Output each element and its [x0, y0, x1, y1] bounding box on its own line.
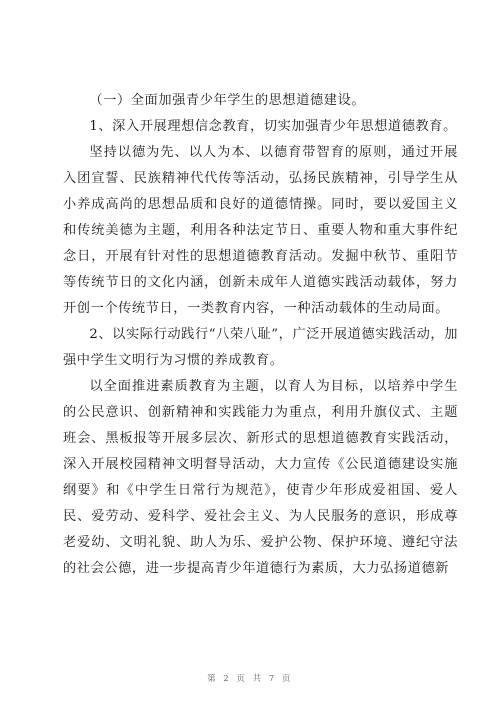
subsection-heading-1: 1、深入开展理想信念教育，切实加强青少年思想道德教育。	[89, 119, 457, 134]
page-number-footer: 第 2 页 共 7 页	[207, 674, 293, 684]
body-paragraph-1: 坚持以德为先、以人为本、以德育带智育的原则，通过开展入团宣誓、民族精神代代传等活动，弘扬民族精神，引导学生从小养成高尚的思想品质和良好的道德情操。同时，要以爱国主义和传统美德为主题，利用各种法定节日、重要人物和重大事件纪念日，开展有针对性的思想道德教育活动。发掘中秋节、重阳节等传统节日的文化内涵，创新未成年人道德实践活动载体，努力开创一个传统节日，一类教育内容，一种活动载体的生动局面。	[63, 145, 458, 316]
body-paragraph-2: 以全面推进素质教育为主题，以育人为目标，以培养中学生的公民意识、创新精神和实践能力为重点，利用升旗仪式、主题班会、黑板报等开展多层次、新形式的思想道德教育实践活动，深入开展校园精神文明督导活动，大力宣传《公民道德建设实施纲要》和《中学生日常行为规范》，使青少年形成爱祖国、爱人民、爱劳动、爱科学、爱社会主义、为人民服务的意识，形成尊老爱幼、文明礼貌、助人为乐、爱护公物、保护环境、遵纪守法的社会公德，进一步提高青少年道德行为素质，大力弘扬道德新	[63, 379, 458, 576]
subsection-heading-2: 2、以实际行动践行“八荣八耻”，广泛开展道德实践活动，加强中学生文明行为习惯的养成教育。	[63, 327, 458, 368]
section-heading: （一）全面加强青少年学生的思想道德建设。	[89, 93, 366, 108]
document-body	[63, 88, 458, 582]
